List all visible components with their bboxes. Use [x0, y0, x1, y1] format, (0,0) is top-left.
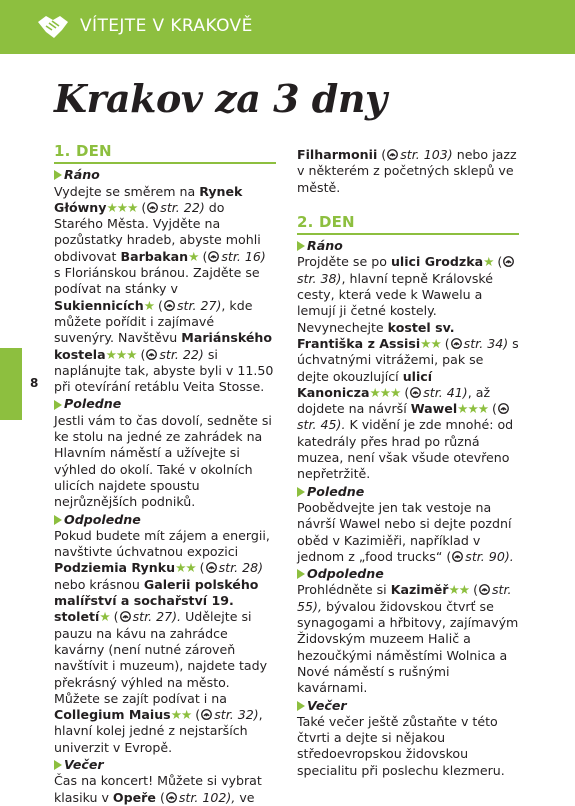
triangle-marker-icon	[54, 170, 62, 180]
eye-icon	[200, 707, 214, 722]
day-2-column	[297, 147, 519, 779]
body-text: s Floriánskou bránou. Zajděte se podívat na stánky v	[54, 265, 260, 297]
page-reference: str. 38)	[297, 270, 342, 286]
section-paragraph	[54, 413, 276, 511]
body-text: (	[198, 248, 208, 264]
body-text: (	[469, 582, 478, 598]
eye-icon	[502, 254, 516, 269]
body-text: , až dojdete na návrší	[297, 384, 491, 417]
highlight-name: Barbakan	[120, 248, 189, 264]
section-label: Večer	[54, 757, 276, 773]
star-rating: ★★★	[105, 346, 137, 362]
banner-title: VÍTEJTE V KRAKOVĚ	[80, 16, 253, 36]
star-rating: ★	[188, 248, 199, 264]
body-text: nebo krásnou	[54, 576, 144, 592]
page-title: Krakov za 3 dny	[54, 76, 387, 121]
page-reference: str. 90).	[465, 548, 514, 564]
star-rating: ★	[483, 254, 494, 270]
body-text: Projděte se po	[297, 254, 391, 270]
section-paragraph	[54, 184, 276, 396]
body-text: (	[400, 384, 410, 400]
body-text: Prohlédněte si	[297, 582, 391, 598]
body-text: Udělejte si pauzu na kávu na zahrádce kavárny (není nutné zároveň navštívit i muzeum), najdete tady překrásný výhled na město. Můžete se zajít podívat i na	[54, 609, 268, 706]
page-reference: str. 22)	[159, 346, 204, 362]
eye-icon	[451, 549, 465, 564]
page-reference: str. 34)	[463, 335, 509, 351]
body-text: (	[137, 199, 147, 215]
section-label: Večer	[297, 698, 519, 714]
section-paragraph	[54, 773, 276, 806]
section-paragraph	[54, 528, 276, 756]
continuation-paragraph	[297, 147, 519, 196]
section-paragraph	[297, 582, 519, 696]
body-text: Poobědvejte jen tak vestoje na návrší Wawel nebo si dejte pozdní oběd v Kazimiěři, například v jednom z „food trucks“ (	[297, 499, 512, 564]
page-reference: str. 27).	[132, 609, 182, 625]
header-banner	[0, 0, 575, 54]
eye-icon	[163, 298, 177, 313]
page-reference: str. 103)	[400, 147, 453, 162]
body-text: (	[136, 346, 146, 362]
body-text: , hlavní tepně Královské cesty, která vede k Wawelu a lemují ji četné kostely. Nevynechejte	[297, 270, 493, 335]
body-text: Také večer ještě zůstaňte v této čtvrti a dejte si nějakou středoevropskou židovskou specialitu při poslechu klezmeru.	[297, 713, 505, 778]
triangle-marker-icon	[54, 515, 62, 525]
section-paragraph	[297, 254, 519, 482]
section-label: Odpoledne	[54, 512, 276, 528]
highlight-name: Galerii polského malířství a sochařství 19. století	[54, 576, 259, 625]
section-label: Ráno	[297, 238, 519, 254]
day-1-column	[54, 143, 276, 806]
star-rating: ★★	[170, 707, 192, 723]
eye-icon	[165, 790, 179, 805]
body-text: s úchvatnými vitrážemi, pak se dejte okouzlující	[297, 335, 519, 384]
body-text: Jestli vám to čas dovolí, sedněte si ke stolu na jedné ze zahrádek na Hlavním náměstí a užívejte si výhled do okolí. Také v okolních ulicích najdete spoustu nejrůznějších podniků.	[54, 412, 272, 510]
star-rating: ★★★	[369, 384, 401, 400]
eye-icon	[450, 336, 464, 351]
highlight-name: Mariánského kostela	[54, 330, 273, 362]
triangle-marker-icon	[297, 241, 305, 251]
body-text: ve	[235, 789, 255, 805]
body-text: (	[154, 297, 163, 313]
star-rating: ★★	[420, 335, 441, 351]
handshake-icon	[36, 12, 70, 42]
star-rating: ★	[143, 297, 155, 313]
star-rating: ★★★	[106, 199, 138, 215]
page-reference: str. 28)	[218, 560, 264, 576]
page-reference: str. 27)	[176, 297, 222, 313]
triangle-marker-icon	[297, 701, 305, 711]
eye-icon	[146, 200, 160, 215]
star-rating: ★	[99, 609, 110, 625]
body-text: Čas na koncert! Můžete si vybrat klasiku v	[54, 773, 262, 805]
page-number: 8	[30, 376, 39, 390]
body-text: Pokud budete mít zájem a energii, navštivte úchvatnou expozici	[54, 527, 270, 560]
section-paragraph	[297, 500, 519, 565]
star-rating: ★★	[175, 560, 196, 576]
star-rating: ★★	[448, 582, 470, 598]
page-reference: str. 32)	[214, 707, 259, 723]
triangle-marker-icon	[54, 400, 62, 410]
body-text: (	[195, 560, 205, 576]
body-text: nebo jazz v některém z početných sklepů ve městě.	[297, 147, 517, 195]
page-reference: str. 41)	[423, 384, 468, 400]
day-heading: 2. DEN	[297, 214, 519, 235]
eye-icon	[205, 560, 219, 575]
body-text: (	[191, 707, 201, 723]
eye-icon	[119, 609, 133, 624]
highlight-name: ulicí Kanonicza	[297, 368, 433, 400]
body-text: (	[377, 147, 387, 162]
eye-icon	[409, 385, 423, 400]
highlight-name: Wawel	[410, 401, 458, 417]
body-text: (	[440, 335, 450, 351]
body-text: , hlavní kolej jedné z nejstarších univerzit v Evropě.	[54, 707, 263, 755]
triangle-marker-icon	[54, 760, 62, 770]
day-heading: 1. DEN	[54, 143, 276, 164]
page-reference: str. 55),	[297, 582, 512, 614]
body-text: do Starého Města. Vyjděte na pozůstatky hradeb, abyste mohli obdivovat	[54, 199, 261, 264]
highlight-name: Opeře	[112, 789, 156, 805]
body-text: bývalou židovskou čtvrť se synagogami a hřbitovy, zajímavým Židovským muzeem Halič a hezoučkými náměstími Wolnica a Nové náměstí s rušnými kavárnami.	[297, 598, 519, 696]
page-reference: str. 102),	[178, 789, 236, 805]
body-text: Vydejte se směrem na	[54, 183, 200, 199]
page-reference: str. 22)	[160, 199, 205, 215]
section-label: Poledne	[54, 396, 276, 412]
body-text: si naplánujte tak, abyste byli v 11.50 při otevírání retáblu Veita Stosse.	[54, 346, 274, 395]
side-tab	[0, 348, 22, 420]
triangle-marker-icon	[297, 569, 305, 579]
page-reference: str. 16)	[221, 248, 266, 264]
body-text: (	[109, 609, 119, 625]
highlight-name: Podziemia Rynku	[54, 560, 176, 576]
body-text: (	[155, 789, 165, 805]
section-label: Odpoledne	[297, 566, 519, 582]
highlight-name: Kazimĕř	[390, 582, 449, 598]
highlight-name: Filharmonii	[297, 147, 378, 162]
eye-icon	[478, 582, 492, 597]
highlight-name: kostel sv. Františka z Assisi	[297, 319, 455, 351]
highlight-name: ulici Grodzka	[390, 254, 484, 270]
section-paragraph	[297, 714, 519, 779]
triangle-marker-icon	[297, 487, 305, 497]
body-text: (	[488, 401, 497, 417]
eye-icon	[386, 147, 400, 162]
section-label: Ráno	[54, 167, 276, 183]
highlight-name: Collegium Maius	[54, 707, 171, 723]
page-reference: str. 45).	[297, 417, 346, 433]
body-text: (	[493, 254, 503, 270]
body-text: , kde můžete pořídit i zajímavé suvenýry. Navštěvu	[54, 297, 253, 346]
section-label: Poledne	[297, 484, 519, 500]
body-text: K vidění je zde mnohé: od katedrály přes hrad po různá muzea, není však všude otevřeno nepřetržitě.	[297, 417, 514, 482]
star-rating: ★★★	[457, 401, 489, 417]
eye-icon	[497, 401, 511, 416]
eye-icon	[145, 347, 159, 362]
highlight-name: Rynek Główny	[54, 183, 243, 215]
eye-icon	[207, 249, 221, 264]
highlight-name: Sukiennicích	[54, 297, 144, 313]
